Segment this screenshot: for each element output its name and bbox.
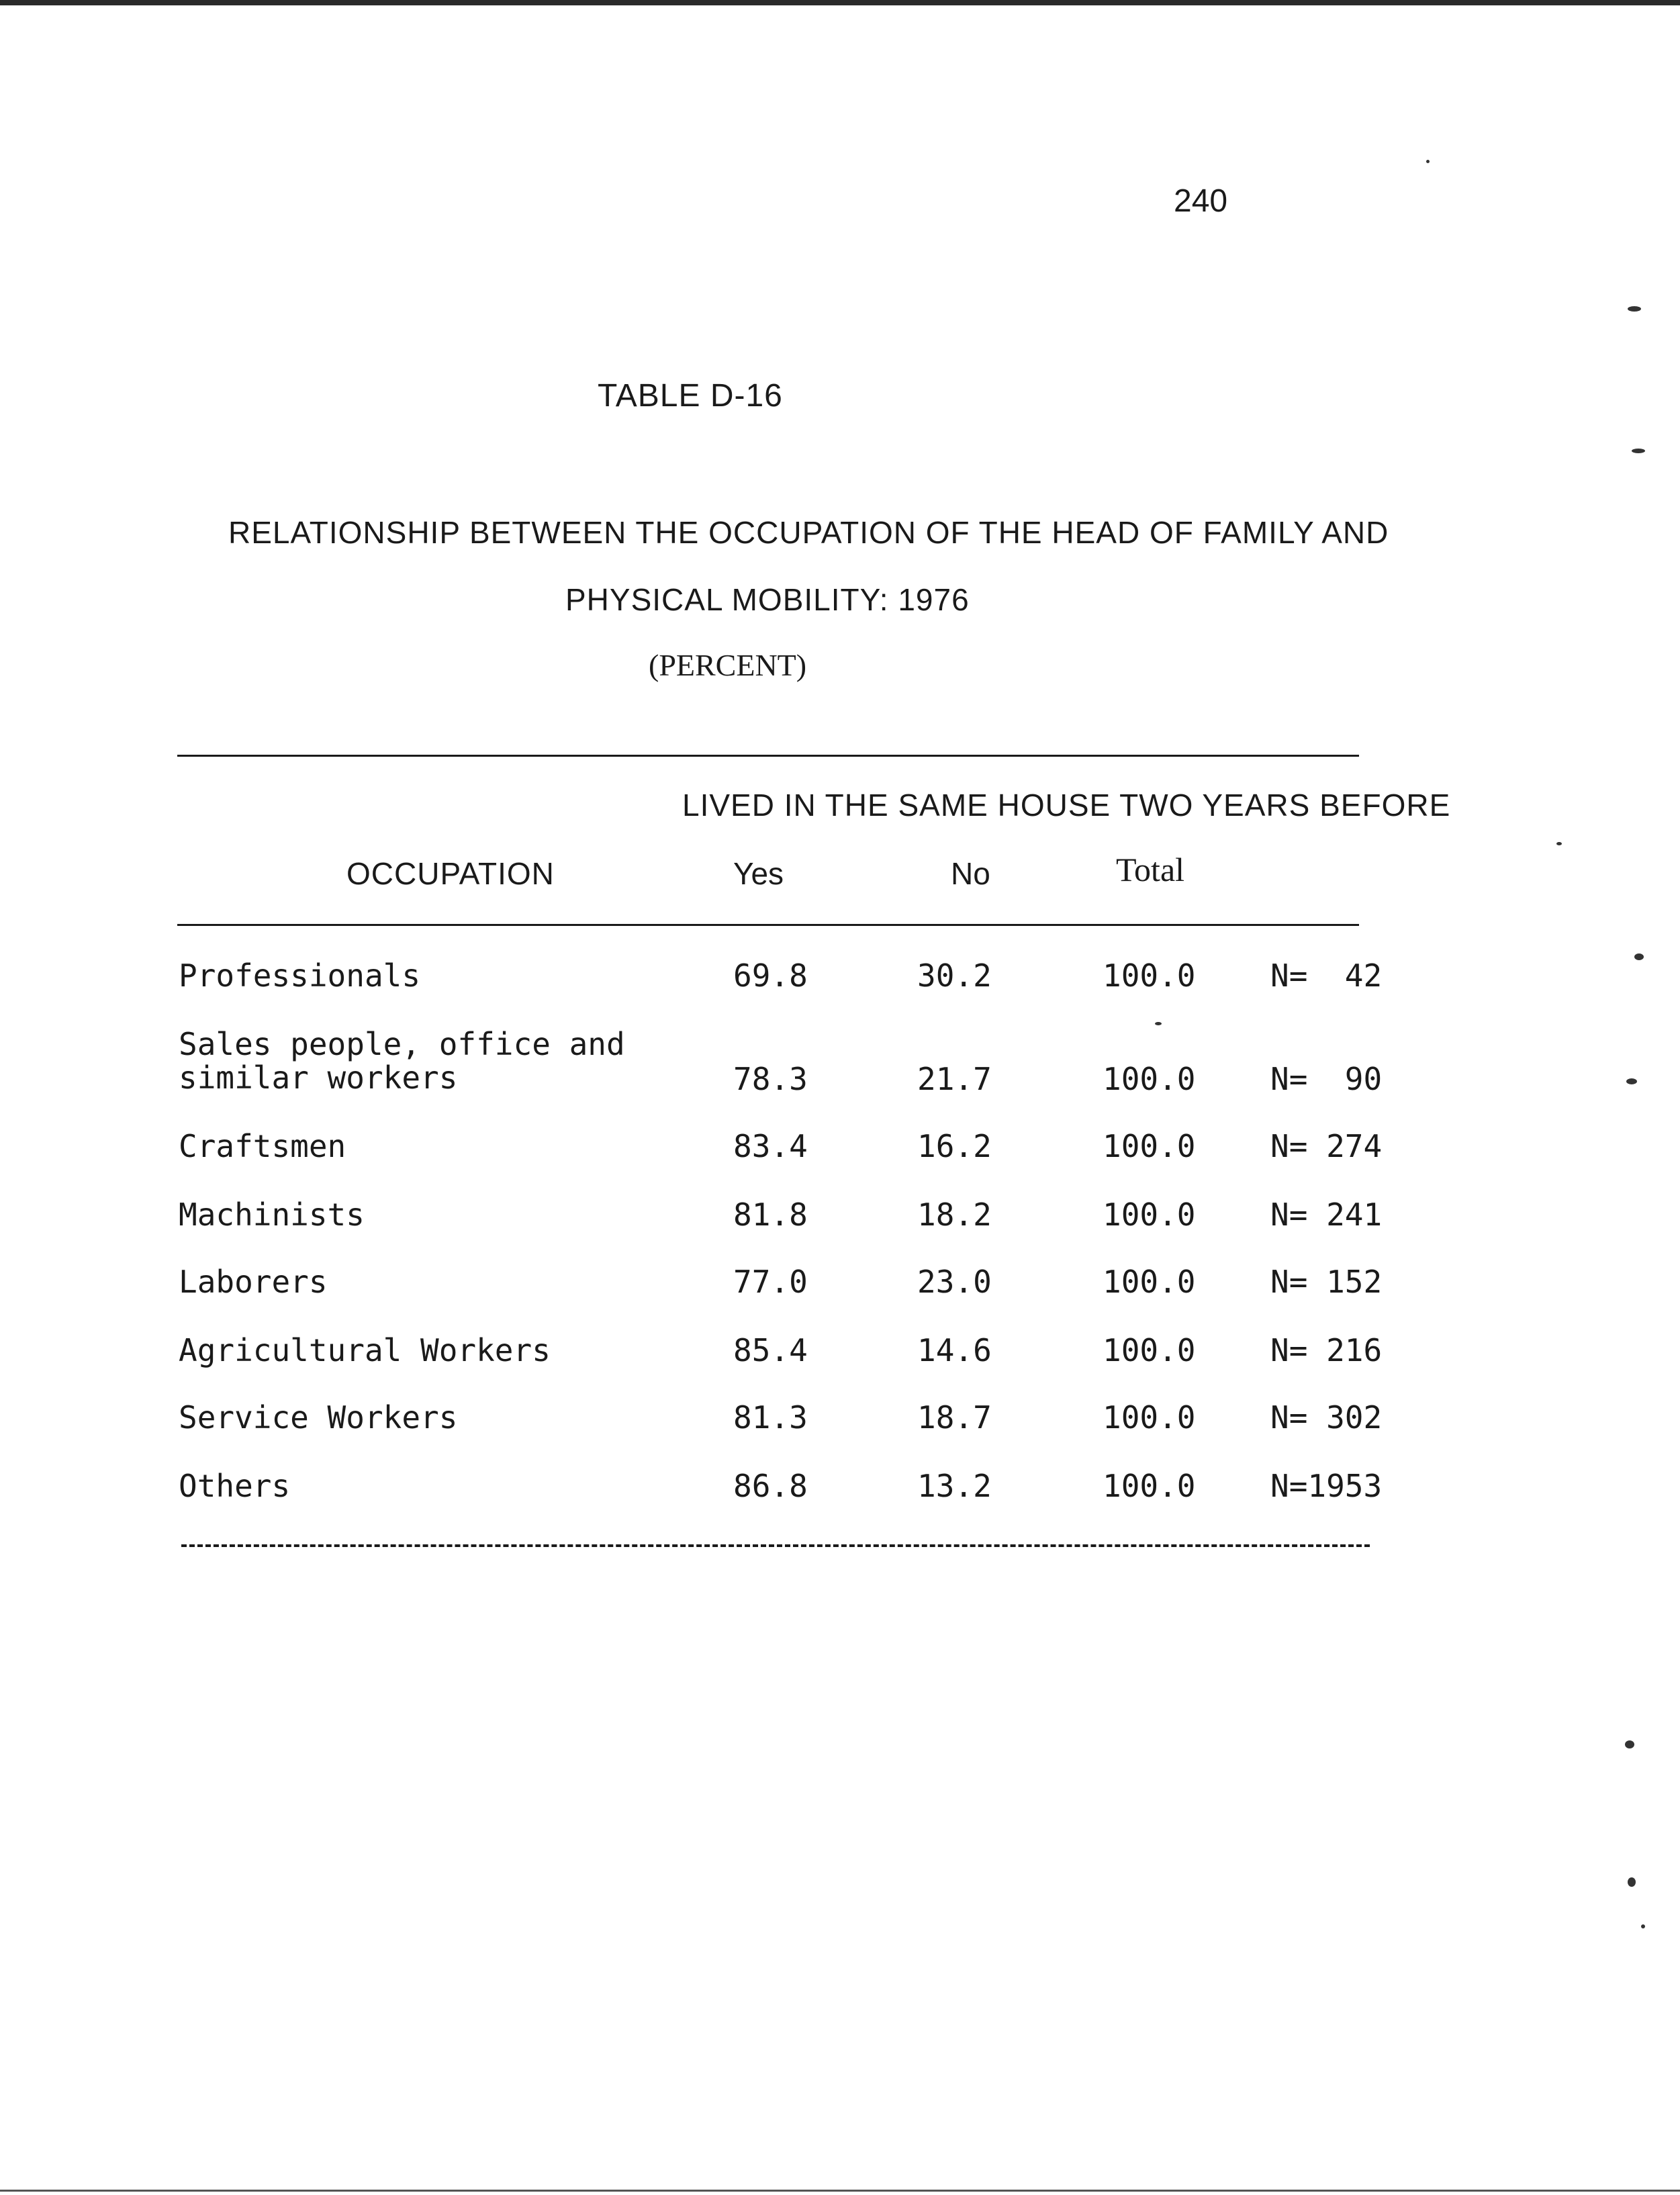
table-bottom-dashed-rule xyxy=(181,1544,1370,1547)
n-cell: N=1953 xyxy=(1270,1468,1383,1504)
occupation-column-header: OCCUPATION xyxy=(346,856,555,891)
no-cell: 23.0 xyxy=(917,1264,992,1300)
top-scan-border xyxy=(0,0,1680,5)
table-label: TABLE D-16 xyxy=(598,378,783,414)
yes-cell: 85.4 xyxy=(733,1332,808,1368)
scan-speck xyxy=(1556,842,1562,845)
no-cell: 30.2 xyxy=(917,958,992,994)
yes-cell: 78.3 xyxy=(733,1061,808,1097)
no-cell: 18.2 xyxy=(917,1197,992,1233)
no-cell: 13.2 xyxy=(917,1468,992,1504)
scan-speck xyxy=(1155,1022,1162,1025)
table-title-line-1: RELATIONSHIP BETWEEN THE OCCUPATION OF THE HEAD OF FAMILY AND xyxy=(228,515,1389,550)
occupation-cell: Service Workers xyxy=(179,1399,458,1436)
n-cell: N= 42 xyxy=(1270,958,1383,994)
table-top-rule xyxy=(177,755,1359,757)
table-subtitle: (PERCENT) xyxy=(649,648,807,682)
occupation-cell: Craftsmen xyxy=(179,1128,346,1164)
spanning-column-header: LIVED IN THE SAME HOUSE TWO YEARS BEFORE xyxy=(682,788,1451,823)
scan-speck xyxy=(1628,1877,1636,1887)
table-title-line-2: PHYSICAL MOBILITY: 1976 xyxy=(565,582,970,617)
yes-column-header: Yes xyxy=(733,856,784,891)
total-cell: 100.0 xyxy=(1103,1197,1196,1233)
table-header-rule xyxy=(177,924,1359,926)
scan-speck xyxy=(1626,1078,1637,1084)
total-column-header: Total xyxy=(1116,851,1185,888)
occupation-cell: Professionals xyxy=(179,958,421,994)
page-number: 240 xyxy=(1174,183,1228,219)
scan-speck xyxy=(1634,953,1644,960)
scan-speck xyxy=(1632,449,1645,453)
n-cell: N= 216 xyxy=(1270,1332,1383,1368)
yes-cell: 69.8 xyxy=(733,958,808,994)
no-cell: 14.6 xyxy=(917,1332,992,1368)
no-column-header: No xyxy=(951,856,990,891)
occupation-cell: Machinists xyxy=(179,1197,365,1233)
occupation-cell: Sales people, office and similar workers xyxy=(179,1026,625,1096)
total-cell: 100.0 xyxy=(1103,1468,1196,1504)
total-cell: 100.0 xyxy=(1103,1264,1196,1300)
n-cell: N= 241 xyxy=(1270,1197,1383,1233)
n-cell: N= 152 xyxy=(1270,1264,1383,1300)
occupation-cell: Others xyxy=(179,1468,291,1504)
total-cell: 100.0 xyxy=(1103,1399,1196,1436)
n-cell: N= 90 xyxy=(1270,1061,1383,1097)
no-cell: 18.7 xyxy=(917,1399,992,1436)
yes-cell: 86.8 xyxy=(733,1468,808,1504)
bottom-scan-border xyxy=(0,2190,1680,2192)
no-cell: 16.2 xyxy=(917,1128,992,1164)
yes-cell: 83.4 xyxy=(733,1128,808,1164)
n-cell: N= 302 xyxy=(1270,1399,1383,1436)
scan-speck xyxy=(1628,306,1641,312)
total-cell: 100.0 xyxy=(1103,1128,1196,1164)
yes-cell: 81.8 xyxy=(733,1197,808,1233)
occupation-cell: Agricultural Workers xyxy=(179,1332,551,1368)
yes-cell: 81.3 xyxy=(733,1399,808,1436)
scan-speck xyxy=(1625,1740,1634,1748)
scan-speck xyxy=(1641,1924,1645,1928)
total-cell: 100.0 xyxy=(1103,1061,1196,1097)
total-cell: 100.0 xyxy=(1103,958,1196,994)
scan-speck xyxy=(1426,160,1430,163)
total-cell: 100.0 xyxy=(1103,1332,1196,1368)
occupation-cell: Laborers xyxy=(179,1264,328,1300)
yes-cell: 77.0 xyxy=(733,1264,808,1300)
n-cell: N= 274 xyxy=(1270,1128,1383,1164)
no-cell: 21.7 xyxy=(917,1061,992,1097)
